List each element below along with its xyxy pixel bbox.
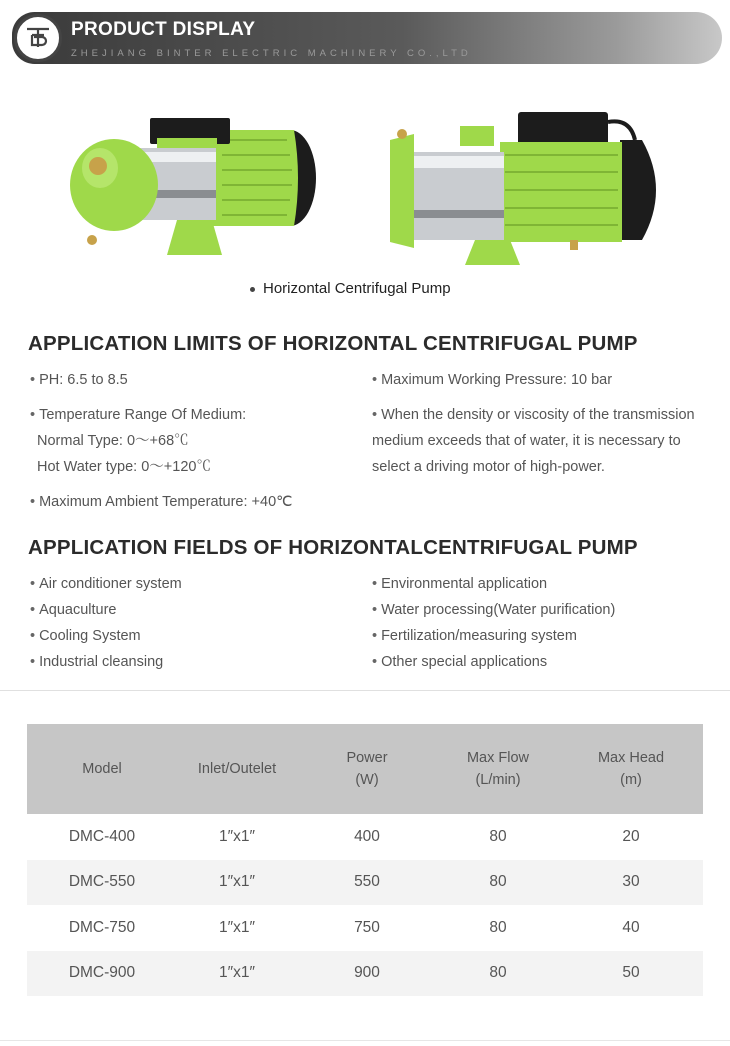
density-line-1: When the density or viscosity of the transmission [381, 407, 695, 423]
bullet-icon: • [30, 654, 36, 670]
header-flow-unit: (L/min) [475, 772, 521, 788]
bullet-icon: • [372, 602, 378, 618]
ambient-item [30, 495, 292, 510]
field-text: Other special applications [381, 654, 548, 670]
field-text: Fertilization/measuring system [381, 628, 577, 644]
bullet-icon: • [30, 628, 36, 644]
table-row [27, 814, 703, 860]
normal-type-text: Normal Type: 0～+68℃ [37, 433, 189, 449]
fields-heading: APPLICATION FIELDS OF HORIZONTALCENTRIFUGAL PUMP [28, 536, 638, 559]
header-head-label: Max Head [597, 750, 665, 766]
table-row [27, 860, 703, 906]
cell-flow: 80 [437, 860, 559, 906]
field-left-item [30, 577, 182, 592]
cell-power: 400 [354, 827, 380, 845]
bullet-icon: • [30, 602, 36, 618]
header-flow-label: Max Flow [466, 750, 530, 766]
field-right-item [372, 603, 615, 618]
temp-item [30, 408, 246, 423]
cell-inlet: 1″x1″ [177, 860, 297, 906]
cell-head: 30 [559, 860, 703, 906]
ph-text: PH: 6.5 to 8.5 [39, 372, 128, 388]
cell-inlet: 1″x1″ [219, 827, 255, 845]
pump-image-front [62, 100, 322, 270]
field-text: Water processing(Water purification) [381, 602, 616, 618]
cell-flow: 80 [437, 951, 559, 997]
header-power [297, 724, 437, 814]
field-right-item [372, 655, 547, 670]
field-left-item [30, 603, 116, 618]
bullet-icon: • [372, 654, 378, 670]
table-row [27, 905, 703, 951]
field-text: Air conditioner system [39, 576, 182, 592]
cell-head: 20 [622, 827, 640, 845]
product-caption [250, 280, 451, 297]
bullet-icon: • [372, 576, 378, 592]
field-text: Aquaculture [39, 602, 117, 618]
field-right-item [372, 629, 577, 644]
header-flow [437, 724, 559, 814]
cell-model: DMC-550 [27, 860, 177, 906]
pressure-text: Maximum Working Pressure: 10 bar [381, 372, 613, 388]
cell-power: 900 [297, 951, 437, 997]
bullet-icon: • [372, 628, 378, 644]
density-line-3: select a driving motor of high-power. [372, 459, 605, 475]
cell-model: DMC-750 [68, 918, 136, 936]
table-header-row [27, 724, 703, 814]
limits-heading: APPLICATION LIMITS OF HORIZONTAL CENTRIFUGAL PUMP [28, 332, 638, 355]
cell-head: 50 [559, 951, 703, 997]
cell-head: 40 [622, 918, 640, 936]
caption-text: Horizontal Centrifugal Pump [263, 280, 451, 297]
header-head-unit: (m) [620, 772, 642, 788]
bottom-divider [0, 1040, 730, 1041]
cell-model: DMC-900 [27, 951, 177, 997]
bullet-icon: • [372, 407, 378, 423]
density-item [372, 408, 695, 423]
cell-inlet: 1″x1″ [219, 918, 255, 936]
cell-power: 750 [354, 918, 380, 936]
bullet-icon: • [30, 372, 36, 388]
density-line-2: medium exceeds that of water, it is necessary to [372, 433, 681, 449]
bullet-icon: • [372, 372, 378, 388]
field-left-item [30, 629, 141, 644]
field-text: Industrial cleansing [39, 654, 164, 670]
cell-model: DMC-400 [68, 827, 136, 845]
cell-flow: 80 [489, 827, 507, 845]
field-right-item [372, 577, 547, 592]
field-text: Cooling System [39, 628, 141, 644]
temp-label: Temperature Range Of Medium: [39, 407, 247, 423]
table-row [27, 951, 703, 997]
header-power-unit: (W) [355, 772, 379, 788]
page-title: PRODUCT DISPLAY [71, 19, 256, 40]
spec-table [27, 724, 703, 996]
bullet-icon: • [30, 407, 36, 423]
header-model: Model [27, 724, 177, 814]
bullet-icon: • [30, 494, 36, 510]
header-head [559, 724, 703, 814]
cell-flow: 80 [489, 918, 507, 936]
section-divider [0, 690, 730, 691]
header-inlet: Inlet/Outelet [177, 724, 297, 814]
bullet-icon [250, 287, 255, 292]
hot-water-text: Hot Water type: 0～+120℃ [37, 459, 211, 475]
ph-item [30, 373, 128, 388]
company-logo [14, 14, 62, 62]
field-left-item [30, 655, 163, 670]
company-name: ZHEJIANG BINTER ELECTRIC MACHINERY CO.,LTD [71, 48, 472, 59]
pressure-item [372, 373, 612, 388]
cell-power: 550 [297, 860, 437, 906]
cell-inlet: 1″x1″ [177, 951, 297, 997]
logo-icon [23, 23, 53, 53]
ambient-text: Maximum Ambient Temperature: +40℃ [39, 494, 293, 510]
header-power-label: Power [346, 750, 388, 766]
pump-image-side [380, 100, 670, 275]
field-text: Environmental application [381, 576, 548, 592]
bullet-icon: • [30, 576, 36, 592]
